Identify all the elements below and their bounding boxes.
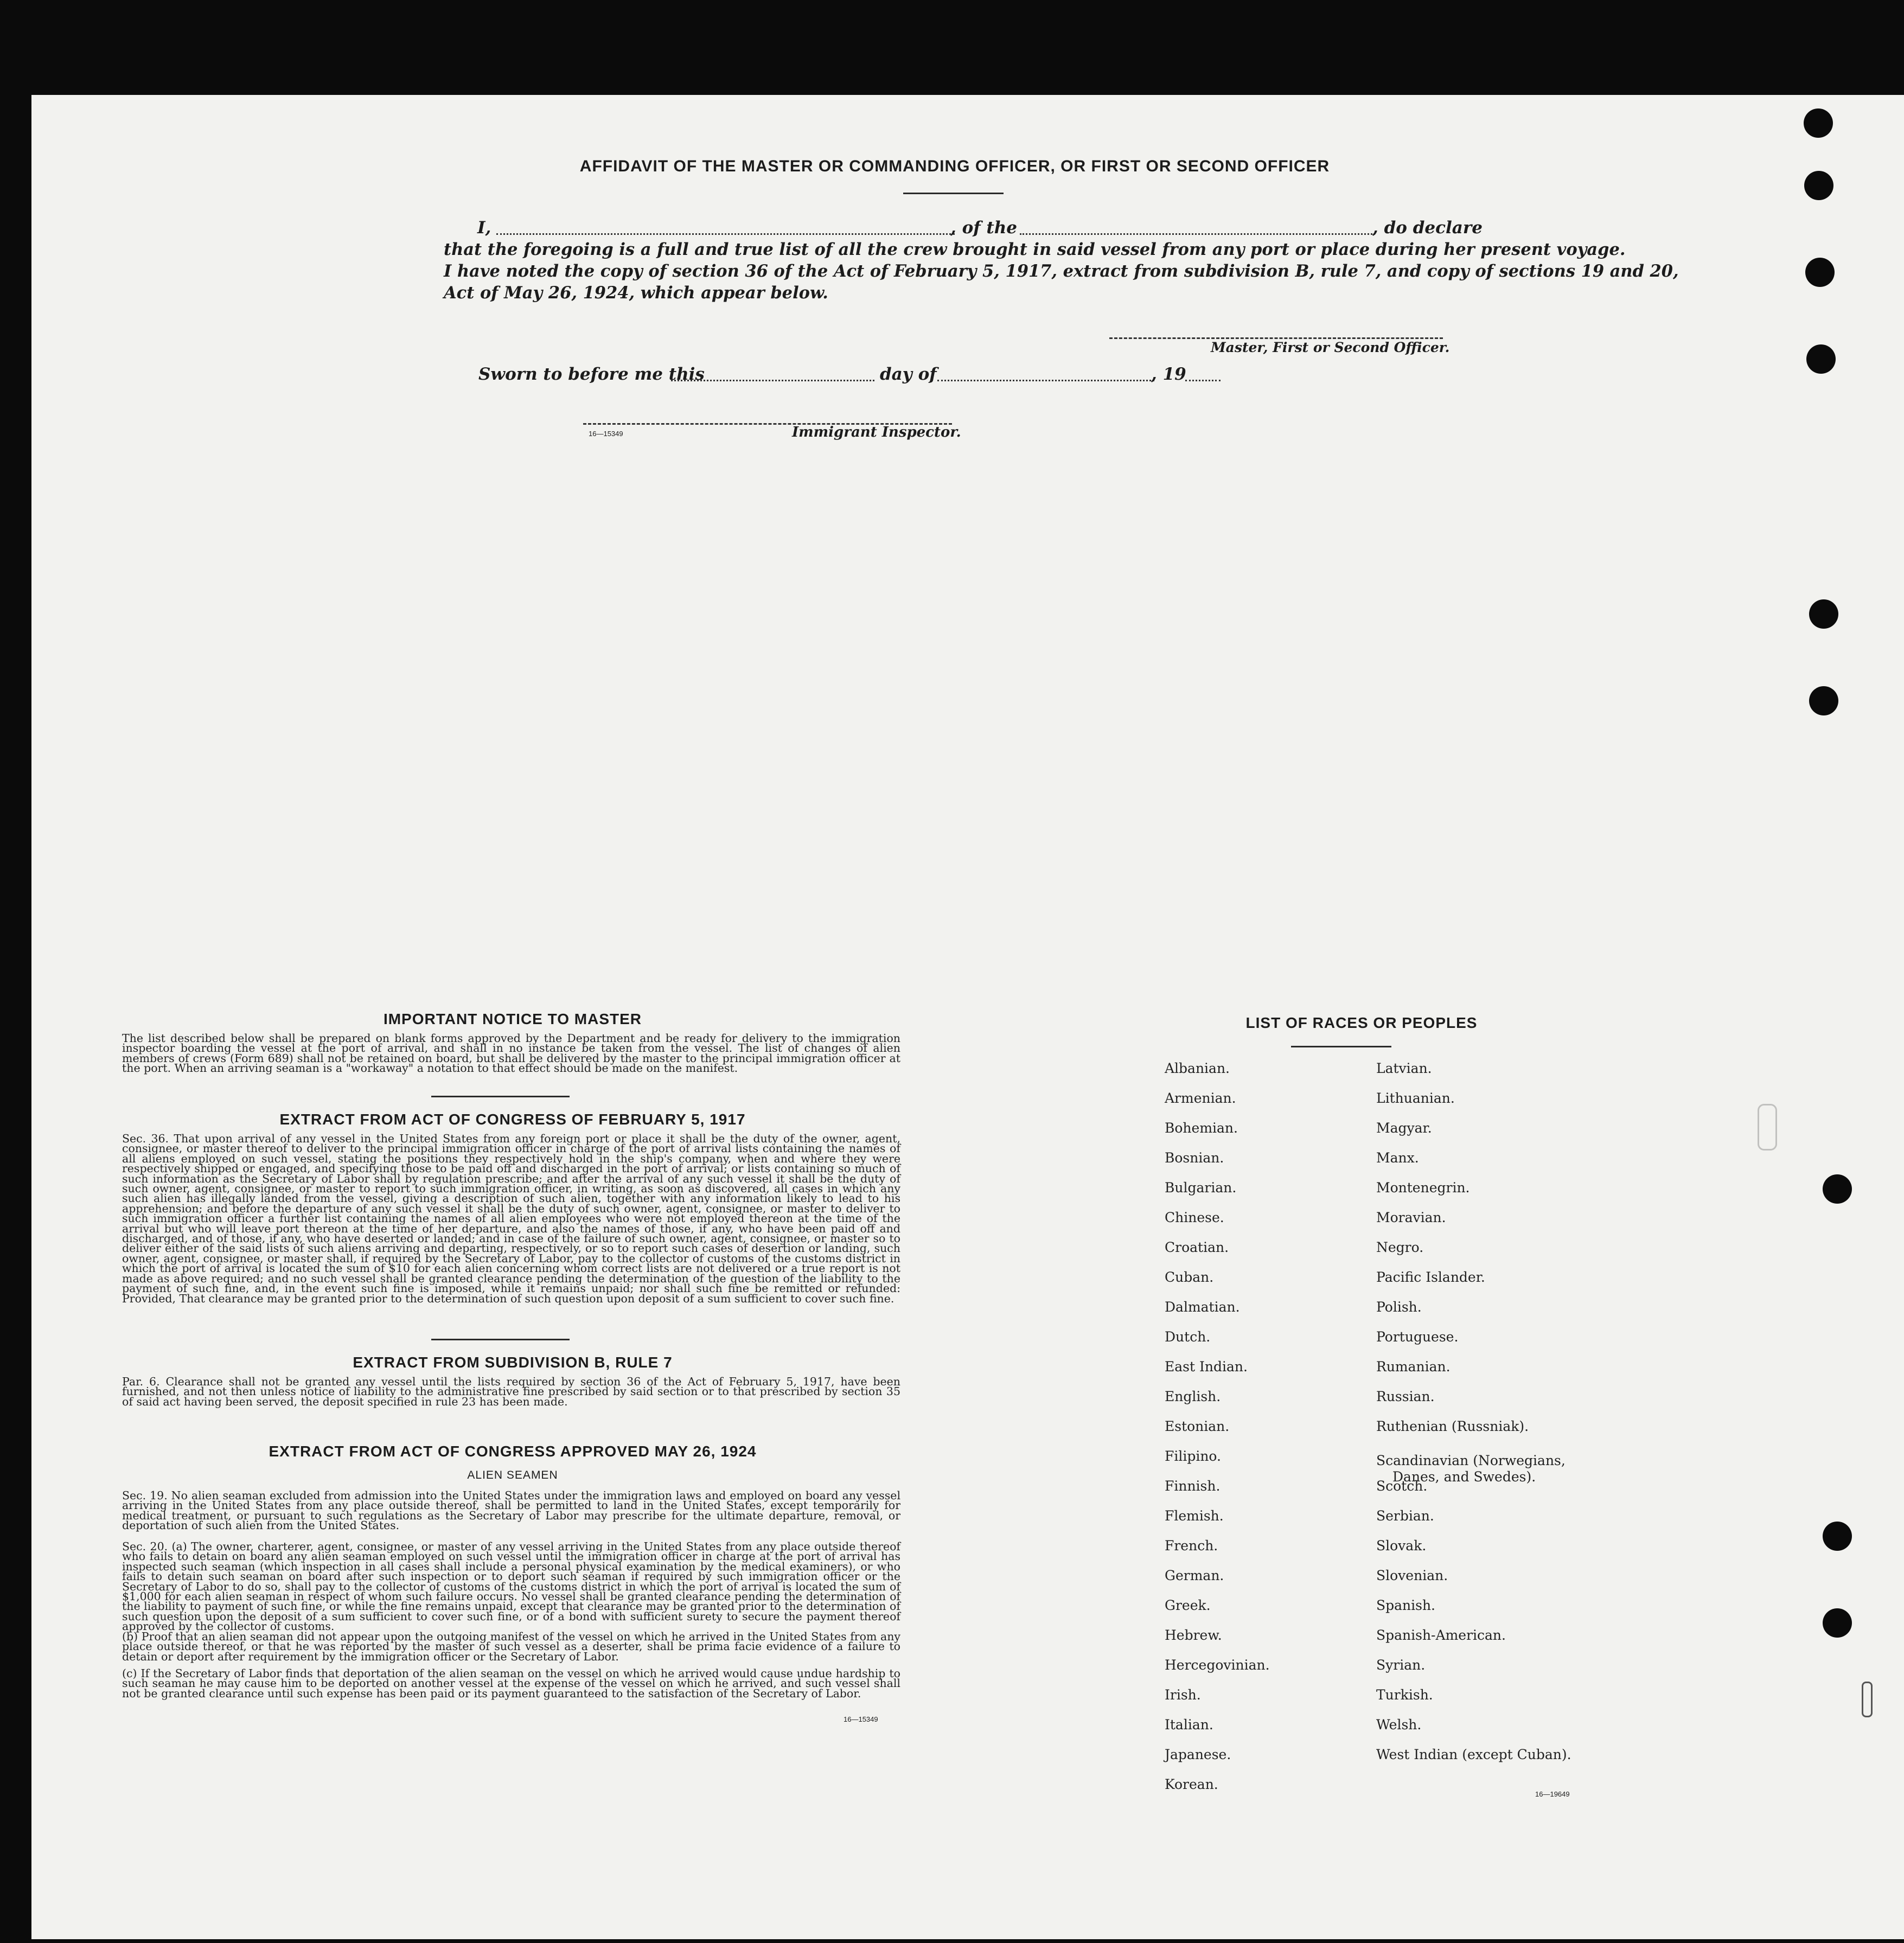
race-item: Irish. [1165,1687,1201,1703]
divider [431,1339,570,1340]
race-item: Croatian. [1165,1239,1229,1255]
race-item: Ruthenian (Russniak). [1376,1418,1529,1434]
punch-hole [1805,258,1835,287]
race-item: Pacific Islander. [1376,1269,1485,1285]
sec20a-text: Sec. 20. (a) The owner, charterer, agent, consignee, or master of any vessel arriving in the United States from any place outside thereof who fails to detain on board any alien seaman employed on such vessel until the immigration officer in charge at the port of arrival has inspected such seaman (which inspection in all cases shall include a personal physical examination by the medical examiners), or who fails to detain such seaman on board after such inspection or to deport such seaman if required by such immigration officer or the Secretary of Labor to do so, shall pay to the collector of customs of the customs district in which the port of arrival is located the sum of $1,000 for each alien seaman in respect of whom such failure occurs. No vessel shall be granted clearance pending the determination of the liability to payment of such fine, or while the fine remains unpaid, except that clearance may be granted prior to the determination of such question upon the deposit of a sum sufficient to cover such fine, or of a bond with sufficient surety to secure the payment thereof approved by the collector of customs. [122,1540,900,1633]
punch-hole [1804,171,1833,200]
punch-hole [1823,1608,1852,1638]
race-item: Dutch. [1165,1329,1211,1345]
name-blank[interactable] [496,233,955,235]
affidavit-line3: I have noted the copy of section 36 of the Act of February 5, 1917, extract from subdivision B, rule 7, and copy of sections 19 and 20, [444,261,1679,281]
notice-text: The list described below shall be prepared on blank forms approved by the Department and be ready for delivery to the immigration inspector boarding the vessel at the port of arrival, and shall in no instance be taken from the vessel. The list of changes of alien members of crews (Form 689) shall not be retained on board, but shall be delivered by the master to the principal immigration officer at the port. When an arriving seaman is a "workaway" a notation to that effect should be made on the manifest. [122,1032,900,1075]
punch-hole [1809,686,1838,715]
year-label: , 19 [1151,365,1186,384]
race-item: Scandinavian (Norwegians, [1376,1453,1566,1468]
race-item: Rumanian. [1376,1359,1451,1375]
race-item: Bohemian. [1165,1120,1238,1136]
affidavit-title: AFFIDAVIT OF THE MASTER OR COMMANDING OFFICER, OR FIRST OR SECOND OFFICER [579,157,1330,175]
race-item: Portuguese. [1376,1329,1459,1345]
race-item: Armenian. [1165,1090,1236,1106]
race-item: West Indian (except Cuban). [1376,1747,1571,1762]
race-item: Chinese. [1165,1210,1224,1225]
divider [903,193,1004,194]
sworn-month-blank[interactable] [937,380,1154,381]
race-item: Bosnian. [1165,1150,1224,1166]
form-number: 16—15349 [844,1715,878,1723]
race-item: Polish. [1376,1299,1422,1315]
punch-hole [1806,344,1836,374]
affidavit-declare: , do declare [1372,218,1483,238]
race-item: Bulgarian. [1165,1180,1237,1196]
race-item: Russian. [1376,1389,1435,1404]
race-item: Manx. [1376,1150,1419,1166]
affidavit-line2: that the foregoing is a full and true list of all the crew brought in said vessel from any port or place during her present voyage. [444,240,1626,259]
day-of-label: day of [880,365,937,384]
race-item: Danes, and Swedes). [1392,1469,1536,1485]
punch-hole [1804,108,1833,138]
extract-rule7-text: Par. 6. Clearance shall not be granted any vessel until the lists required by section 36 of the Act of February 5, 1917, have been furnished, and not then unless notice of liability to the administrative fine prescribed by said section or to that prescribed by section 35 of said act having been served, the deposit specified in rule 23 has been made. [122,1375,900,1408]
punch-hole [1809,599,1838,629]
race-item: Dalmatian. [1165,1299,1240,1315]
race-item: Albanian. [1165,1060,1230,1076]
race-item: Serbian. [1376,1508,1434,1524]
alien-seamen-subtitle: ALIEN SEAMEN [467,1469,558,1481]
race-item: Spanish. [1376,1597,1436,1613]
year-blank[interactable] [1185,380,1221,381]
race-item: Slovak. [1376,1538,1427,1554]
race-item: Turkish. [1376,1687,1433,1703]
race-item: Magyar. [1376,1120,1432,1136]
sec20b-text: (b) Proof that an alien seaman did not appear upon the outgoing manifest of the vessel on which he arrived in the United States from any place outside thereof, or that he was reported by the master of such vessel as a deserter, shall be prima facie evidence of a failure to detain or deport after requirement by the immigration officer or the Secretary of Labor. [122,1630,900,1663]
edge-mark [1862,1682,1873,1717]
race-item: Syrian. [1376,1657,1426,1673]
inspector-label: Immigrant Inspector. [792,424,961,440]
race-item: Japanese. [1165,1747,1231,1762]
notice-title: IMPORTANT NOTICE TO MASTER [383,1011,642,1027]
race-item: Finnish. [1165,1478,1221,1494]
race-item: Italian. [1165,1717,1213,1733]
affidavit-line4: Act of May 26, 1924, which appear below. [444,283,828,303]
sec20c-text: (c) If the Secretary of Labor finds that deportation of the alien seaman on the vessel on which he arrived would cause undue hardship to such seaman he may cause him to be deported on another vessel at the expense of the vessel on which he arrived, and such vessel shall not be granted clearance until such expense has been paid or its payment guaranteed to the satisfaction of the Secretary of Labor. [122,1667,900,1700]
master-signature-label: Master, First or Second Officer. [1211,340,1450,355]
sworn-label: Sworn to before me this [478,365,705,384]
race-item: Latvian. [1376,1060,1432,1076]
divider [1291,1046,1391,1047]
divider [431,1096,570,1097]
race-item: Spanish-American. [1376,1627,1506,1643]
race-item: East Indian. [1165,1359,1248,1375]
form-number: 16—19649 [1535,1790,1570,1798]
vessel-blank[interactable] [1020,233,1375,235]
race-item: Hercegovinian. [1165,1657,1270,1673]
race-item: German. [1165,1568,1224,1583]
stamp-mark [1758,1104,1777,1151]
master-signature-line[interactable] [1109,337,1443,339]
extract-1917-title: EXTRACT FROM ACT OF CONGRESS OF FEBRUARY 5, 1917 [279,1111,746,1128]
punch-hole [1823,1522,1852,1551]
affidavit-of-the: , of the [950,218,1017,238]
race-item: Lithuanian. [1376,1090,1455,1106]
sec19-text: Sec. 19. No alien seaman excluded from admission into the United States under the immigration laws and employed on board any vessel arriving in the United States from any place outside thereof, shall be permitted to land in the United States, except temporarily for medical treatment, or pursuant to such regulations as the Secretary of Labor may prescribe for the ultimate departure, removal, or deportation of such alien from the United States. [122,1489,900,1532]
sworn-day-blank[interactable] [671,380,874,381]
race-item: Slovenian. [1376,1568,1448,1583]
races-title: LIST OF RACES OR PEOPLES [1245,1014,1478,1031]
punch-hole [1823,1174,1852,1204]
race-item: Cuban. [1165,1269,1214,1285]
extract-rule7-title: EXTRACT FROM SUBDIVISION B, RULE 7 [353,1354,673,1371]
race-item: Flemish. [1165,1508,1224,1524]
extract-1924-title: EXTRACT FROM ACT OF CONGRESS APPROVED MAY 26, 1924 [269,1443,757,1460]
race-item: Negro. [1376,1239,1424,1255]
race-item: Estonian. [1165,1418,1230,1434]
race-item: Scotch. [1376,1478,1428,1494]
race-item: Welsh. [1376,1717,1422,1733]
extract-1917-text: Sec. 36. That upon arrival of any vessel in the United States from any foreign port or place it shall be the duty of the owner, agent, consignee, or master thereof to deliver to the principal immigration officer in charge of the port of arrival lists containing the names of all aliens employed on such vessel, stating the positions they respectively hold in the ship's company, when and where they were respectively shipped or engaged, and specifying those to be paid off and discharged in the port of arrival; or lists containing so much of such information as the Secretary of Labor shall by regulation prescribe; and after the arrival of any such vessel it shall be the duty of such owner, agent, consignee, or master to report to such immigration officer, in writing, as soon as discovered, all cases in which any such alien has illegally landed from the vessel, giving a description of such alien, together with any information likely to lead to his apprehension; and before the departure of any such vessel it shall be the duty of such owner, agent, consignee, or master to deliver to such immigration officer a further list containing the names of all alien employees who were not employed thereon at the time of the arrival but who will leave port thereon at the time of her departure, and also the names of those, if any, who have been paid off and discharged, and of those, if any, who have deserted or landed; and in case of the failure of such owner, agent, consignee, or master so to deliver either of the said lists of such aliens arriving and departing, respectively, or so to report such cases of desertion or landing, such owner, agent, consignee, or master shall, if required by the Secretary of Labor, pay to the collector of customs of the customs district in which the port of arrival is located the sum of $10 for each alien concerning whom correct lists are not delivered or a true report is not made as above required; and no such vessel shall be granted clearance pending the determination of the question of the liability to the payment of such fine, and, in the event such fine is imposed, while it remains unpaid; nor shall such fine be remitted or refunded: Provided, That clearance may be granted prior to the determination of such question upon deposit of a sum sufficient to cover such fine. [122,1132,900,1305]
affidavit-i: I, [477,218,491,238]
race-item: Korean. [1165,1776,1218,1792]
race-item: Hebrew. [1165,1627,1222,1643]
race-item: French. [1165,1538,1218,1554]
race-item: Filipino. [1165,1448,1221,1464]
form-number: 16—15349 [589,430,623,438]
race-item: Moravian. [1376,1210,1446,1225]
race-item: Greek. [1165,1597,1211,1613]
race-item: Montenegrin. [1376,1180,1470,1196]
race-item: English. [1165,1389,1221,1404]
